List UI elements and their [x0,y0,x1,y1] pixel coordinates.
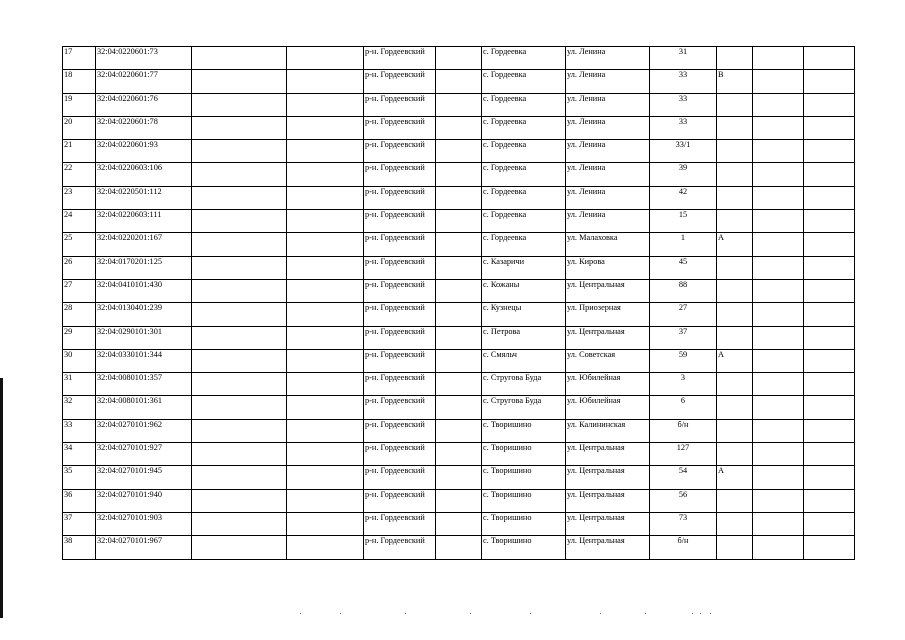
row-number: 30 [63,349,96,372]
house-letter [717,326,753,349]
house-letter [717,396,753,419]
table-row [63,443,855,466]
empty-cell [436,279,482,302]
district: р-н. Гордеевский [364,70,436,93]
house-number: 3 [650,373,717,396]
street: ул. Юбилейная [566,396,650,419]
cadastral-number: 32:04:0270101:903 [96,512,192,535]
house-number: 1 [650,233,717,256]
row-number: 34 [63,443,96,466]
empty-cell [804,140,855,163]
district: р-н. Гордеевский [364,536,436,559]
empty-cell [804,303,855,326]
cadastral-number: 32:04:0270101:967 [96,536,192,559]
empty-cell [192,233,287,256]
cadastral-number: 32:04:0270101:962 [96,419,192,442]
street: ул. Центральная [566,512,650,535]
row-number: 31 [63,373,96,396]
district: р-н. Гордеевский [364,373,436,396]
row-number: 21 [63,140,96,163]
row-number: 22 [63,163,96,186]
empty-cell [287,419,364,442]
empty-cell [753,443,804,466]
house-letter [717,93,753,116]
empty-cell [287,373,364,396]
empty-cell [436,163,482,186]
empty-cell [436,70,482,93]
empty-cell [287,349,364,372]
street: ул. Юбилейная [566,373,650,396]
house-number: 33 [650,70,717,93]
street: ул. Центральная [566,443,650,466]
empty-cell [192,93,287,116]
empty-cell [436,419,482,442]
table-row [63,93,855,116]
table-row [63,396,855,419]
empty-cell [753,326,804,349]
table-row [63,489,855,512]
empty-cell [804,233,855,256]
row-number: 33 [63,419,96,442]
house-letter [717,140,753,163]
empty-cell [436,47,482,70]
empty-cell [753,466,804,489]
table-row [63,116,855,139]
empty-cell [753,210,804,233]
locality: с. Гордеевка [482,93,566,116]
table-row [63,186,855,209]
house-number: 6 [650,396,717,419]
street: ул. Ленина [566,163,650,186]
locality: с. Гордеевка [482,233,566,256]
street: ул. Центральная [566,466,650,489]
empty-cell [804,210,855,233]
house-number: 15 [650,210,717,233]
house-letter [717,256,753,279]
district: р-н. Гордеевский [364,210,436,233]
house-letter [717,47,753,70]
house-letter: А [717,233,753,256]
table-row [63,210,855,233]
cadastral-number: 32:04:0220601:78 [96,116,192,139]
row-number: 35 [63,466,96,489]
empty-cell [804,373,855,396]
house-letter [717,279,753,302]
house-number: 27 [650,303,717,326]
empty-cell [436,512,482,535]
cadastral-number: 32:04:0410101:430 [96,279,192,302]
house-letter [717,373,753,396]
empty-cell [804,116,855,139]
table-row [63,419,855,442]
empty-cell [753,489,804,512]
empty-cell [804,512,855,535]
locality: с. Стругова Буда [482,396,566,419]
house-number: 73 [650,512,717,535]
district: р-н. Гордеевский [364,47,436,70]
empty-cell [192,489,287,512]
empty-cell [192,373,287,396]
district: р-н. Гордеевский [364,326,436,349]
empty-cell [192,163,287,186]
empty-cell [753,163,804,186]
street: ул. Ленина [566,93,650,116]
empty-cell [753,140,804,163]
empty-cell [804,489,855,512]
cadastral-number: 32:04:0270101:945 [96,466,192,489]
cadastral-number: 32:04:0270101:927 [96,443,192,466]
house-letter [717,210,753,233]
empty-cell [287,210,364,233]
cadastral-number: 32:04:0220601:77 [96,70,192,93]
district: р-н. Гордеевский [364,256,436,279]
table-row [63,326,855,349]
house-number: 45 [650,256,717,279]
empty-cell [287,93,364,116]
house-number: 88 [650,279,717,302]
locality: с. Петрова [482,326,566,349]
house-letter [717,512,753,535]
empty-cell [192,279,287,302]
cadastral-number: 32:04:0270101:940 [96,489,192,512]
empty-cell [804,349,855,372]
street: ул. Калининская [566,419,650,442]
empty-cell [804,466,855,489]
row-number: 26 [63,256,96,279]
row-number: 32 [63,396,96,419]
empty-cell [436,140,482,163]
row-number: 17 [63,47,96,70]
empty-cell [753,536,804,559]
empty-cell [192,47,287,70]
empty-cell [753,256,804,279]
empty-cell [436,396,482,419]
empty-cell [436,536,482,559]
empty-cell [753,396,804,419]
district: р-н. Гордеевский [364,186,436,209]
empty-cell [436,186,482,209]
scan-noise [300,613,730,617]
empty-cell [753,70,804,93]
empty-cell [753,303,804,326]
cadastral-number: 32:04:0330101:344 [96,349,192,372]
locality: с. Творишино [482,443,566,466]
empty-cell [192,512,287,535]
house-number: 33 [650,93,717,116]
table-row [63,373,855,396]
table-row [63,512,855,535]
row-number: 18 [63,70,96,93]
locality: с. Творишино [482,419,566,442]
empty-cell [287,186,364,209]
empty-cell [287,279,364,302]
locality: с. Кузнецы [482,303,566,326]
cadastral-number: 32:04:0220603:111 [96,210,192,233]
empty-cell [436,349,482,372]
house-letter [717,186,753,209]
house-number: 42 [650,186,717,209]
house-number: 33 [650,116,717,139]
empty-cell [192,303,287,326]
registry-body [63,47,855,560]
locality: с. Творишино [482,512,566,535]
district: р-н. Гордеевский [364,303,436,326]
empty-cell [192,536,287,559]
empty-cell [192,140,287,163]
district: р-н. Гордеевский [364,512,436,535]
empty-cell [436,116,482,139]
empty-cell [804,419,855,442]
empty-cell [287,163,364,186]
locality: с. Гордеевка [482,163,566,186]
street: ул. Центральная [566,279,650,302]
locality: с. Гордеевка [482,210,566,233]
street: ул. Приозерная [566,303,650,326]
district: р-н. Гордеевский [364,116,436,139]
empty-cell [753,233,804,256]
empty-cell [287,443,364,466]
table-row [63,163,855,186]
empty-cell [753,47,804,70]
row-number: 25 [63,233,96,256]
empty-cell [287,233,364,256]
row-number: 24 [63,210,96,233]
row-number: 23 [63,186,96,209]
house-letter [717,536,753,559]
house-letter [717,303,753,326]
property-registry-table [62,46,855,560]
table-row [63,303,855,326]
house-letter [717,419,753,442]
table-row [63,47,855,70]
empty-cell [804,326,855,349]
locality: с. Творишино [482,536,566,559]
empty-cell [804,93,855,116]
table-row [63,140,855,163]
house-number: б/н [650,536,717,559]
locality: с. Гордеевка [482,116,566,139]
district: р-н. Гордеевский [364,443,436,466]
empty-cell [804,536,855,559]
scan-edge-mark [0,378,3,618]
house-letter [717,163,753,186]
empty-cell [436,210,482,233]
empty-cell [753,349,804,372]
empty-cell [436,443,482,466]
empty-cell [753,93,804,116]
district: р-н. Гордеевский [364,233,436,256]
street: ул. Ленина [566,47,650,70]
empty-cell [753,186,804,209]
empty-cell [436,489,482,512]
empty-cell [804,279,855,302]
empty-cell [192,419,287,442]
house-number: 54 [650,466,717,489]
empty-cell [192,349,287,372]
row-number: 20 [63,116,96,139]
empty-cell [436,326,482,349]
row-number: 36 [63,489,96,512]
district: р-н. Гордеевский [364,140,436,163]
house-number: 56 [650,489,717,512]
empty-cell [804,163,855,186]
empty-cell [287,326,364,349]
empty-cell [436,303,482,326]
house-number: 59 [650,349,717,372]
table-row [63,349,855,372]
district: р-н. Гордеевский [364,349,436,372]
cadastral-number: 32:04:0080101:357 [96,373,192,396]
district: р-н. Гордеевский [364,419,436,442]
house-letter: А [717,466,753,489]
empty-cell [436,466,482,489]
empty-cell [192,116,287,139]
empty-cell [804,443,855,466]
empty-cell [192,443,287,466]
house-letter [717,489,753,512]
empty-cell [804,70,855,93]
cadastral-number: 32:04:0220601:93 [96,140,192,163]
locality: с. Гордеевка [482,70,566,93]
street: ул. Кирова [566,256,650,279]
locality: с. Кожаны [482,279,566,302]
locality: с. Смяльч [482,349,566,372]
empty-cell [287,140,364,163]
house-number: 37 [650,326,717,349]
row-number: 29 [63,326,96,349]
cadastral-number: 32:04:0170201:125 [96,256,192,279]
empty-cell [753,512,804,535]
house-number: 33/1 [650,140,717,163]
street: ул. Ленина [566,210,650,233]
cadastral-number: 32:04:0290101:301 [96,326,192,349]
empty-cell [192,466,287,489]
district: р-н. Гордеевский [364,489,436,512]
empty-cell [192,210,287,233]
house-letter: В [717,70,753,93]
house-number: 127 [650,443,717,466]
row-number: 27 [63,279,96,302]
street: ул. Центральная [566,489,650,512]
street: ул. Ленина [566,140,650,163]
empty-cell [753,373,804,396]
district: р-н. Гордеевский [364,163,436,186]
cadastral-number: 32:04:0130401:239 [96,303,192,326]
locality: с. Гордеевка [482,47,566,70]
empty-cell [753,116,804,139]
cadastral-number: 32:04:0080101:361 [96,396,192,419]
empty-cell [192,326,287,349]
table-row [63,466,855,489]
table-row [63,233,855,256]
house-number: 39 [650,163,717,186]
empty-cell [287,116,364,139]
locality: с. Казаричи [482,256,566,279]
cadastral-number: 32:04:0220601:73 [96,47,192,70]
empty-cell [287,466,364,489]
empty-cell [436,93,482,116]
district: р-н. Гордеевский [364,396,436,419]
district: р-н. Гордеевский [364,279,436,302]
empty-cell [287,512,364,535]
row-number: 38 [63,536,96,559]
table-row [63,279,855,302]
cadastral-number: 32:04:0220201:167 [96,233,192,256]
empty-cell [753,419,804,442]
empty-cell [436,373,482,396]
cadastral-number: 32:04:0220501:112 [96,186,192,209]
house-number: 31 [650,47,717,70]
empty-cell [804,396,855,419]
empty-cell [287,489,364,512]
empty-cell [192,396,287,419]
table-row [63,536,855,559]
house-letter: А [717,349,753,372]
locality: с. Творишино [482,489,566,512]
table-row [63,256,855,279]
row-number: 28 [63,303,96,326]
district: р-н. Гордеевский [364,466,436,489]
empty-cell [192,186,287,209]
street: ул. Малаховка [566,233,650,256]
empty-cell [804,186,855,209]
street: ул. Советская [566,349,650,372]
district: р-н. Гордеевский [364,93,436,116]
empty-cell [436,256,482,279]
empty-cell [287,396,364,419]
street: ул. Ленина [566,70,650,93]
street: ул. Ленина [566,186,650,209]
cadastral-number: 32:04:0220603:106 [96,163,192,186]
locality: с. Стругова Буда [482,373,566,396]
locality: с. Гордеевка [482,186,566,209]
empty-cell [192,70,287,93]
locality: с. Творишино [482,466,566,489]
empty-cell [804,256,855,279]
house-letter [717,443,753,466]
empty-cell [192,256,287,279]
row-number: 37 [63,512,96,535]
house-number: б/н [650,419,717,442]
empty-cell [753,279,804,302]
empty-cell [287,256,364,279]
empty-cell [287,70,364,93]
empty-cell [287,536,364,559]
empty-cell [287,47,364,70]
empty-cell [287,303,364,326]
empty-cell [436,233,482,256]
empty-cell [804,47,855,70]
row-number: 19 [63,93,96,116]
street: ул. Ленина [566,116,650,139]
street: ул. Центральная [566,326,650,349]
cadastral-number: 32:04:0220601:76 [96,93,192,116]
table-row [63,70,855,93]
locality: с. Гордеевка [482,140,566,163]
house-letter [717,116,753,139]
street: ул. Центральная [566,536,650,559]
